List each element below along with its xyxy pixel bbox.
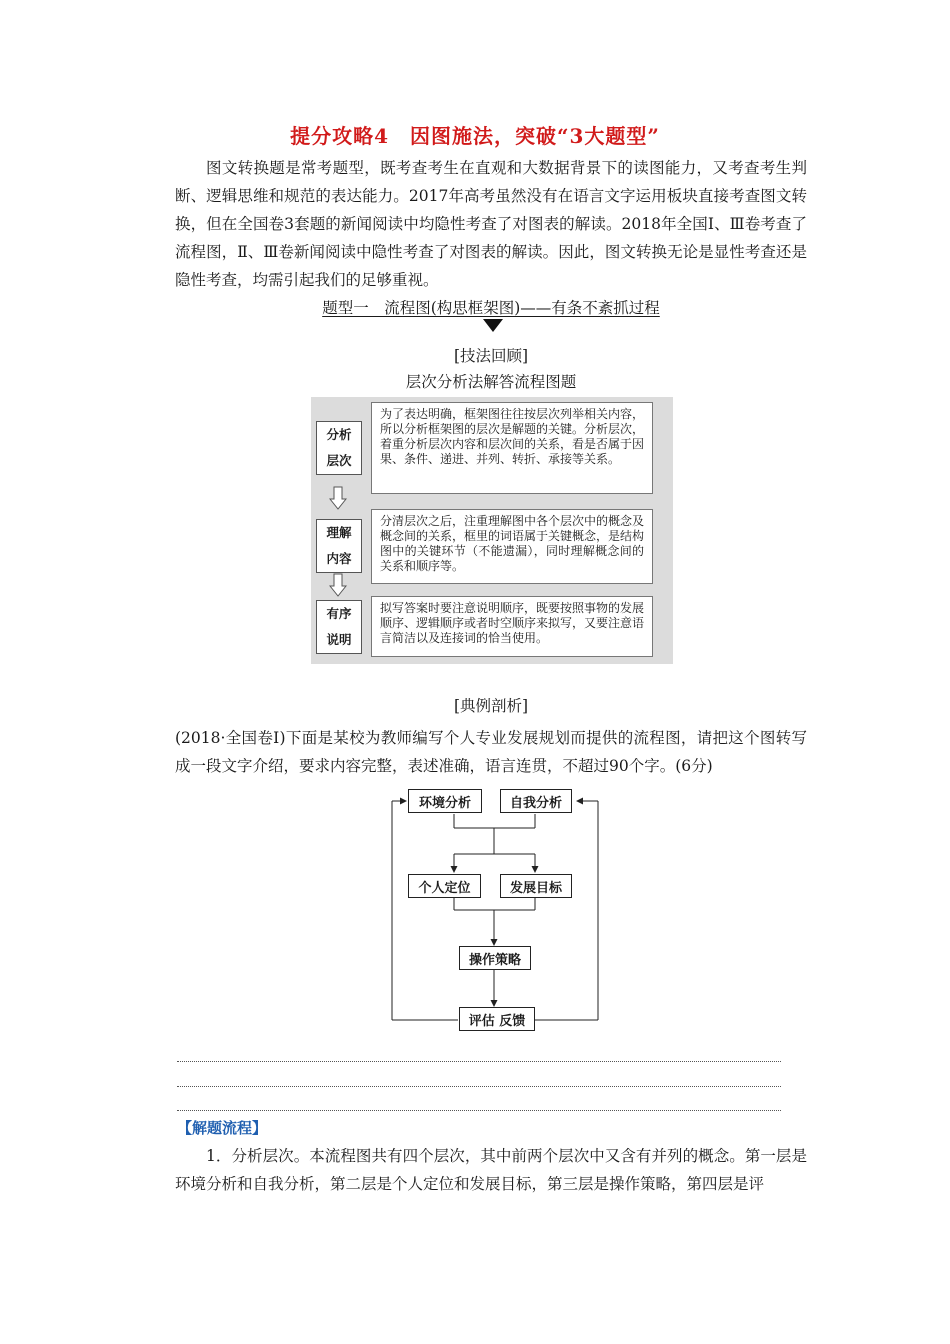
answer-line <box>177 1086 781 1087</box>
method-diagram <box>311 397 673 664</box>
method-title: 层次分析法解答流程图题 <box>405 373 577 391</box>
answer-line <box>177 1110 781 1111</box>
page-title: 提分攻略4 因图施法，突破“3大题型” <box>290 124 660 148</box>
intro-paragraph: 图文转换题是常考题型，既考查考生在直观和大数据背景下的读图能力，又考查考生判断、逻辑思维和规范的表达能力。2017年高考虽然没有在语言文字运用板块直接考查图文转换，但在全国卷3套题的新闻阅读中均隐性考查了对图表的解读。2018年全国Ⅰ、Ⅲ卷考查了流程图，Ⅱ、Ⅲ卷新闻阅读中隐性考查了对图表的解读。因此，图文转换无论是显性考查还是隐性考查，均需引起我们的足够重视。 <box>175 159 807 289</box>
technique-label: [技法回顾] <box>453 347 529 365</box>
step-analyze-desc: 为了表达明确，框架图往往按层次列举相关内容，所以分析框架图的层次是解题的关键。分析层次，着重分析层次内容和层次间的关系，看是否属于因果、条件、递进、并列、转折、承接等关系。 <box>371 402 653 494</box>
step-understand-desc: 分清层次之后，注重理解图中各个层次中的概念及概念间的关系，框里的词语属于关键概念，是结构图中的关键环节（不能遗漏），同时理解概念间的关系和顺序等。 <box>371 509 653 584</box>
example-label: [典例剖析] <box>453 697 529 715</box>
down-triangle-icon <box>483 319 503 332</box>
solution-label: 【解题流程】 <box>177 1119 268 1137</box>
flow-node-self: 自我分析 <box>500 789 572 813</box>
flow-node-goal: 发展目标 <box>500 874 572 898</box>
type-heading <box>0 296 950 318</box>
flow-node-feedback: 评估 反馈 <box>459 1007 535 1031</box>
flowchart-connectors <box>390 788 602 1034</box>
answer-line <box>177 1061 781 1062</box>
step-analyze-label: 分析 层次 <box>316 421 362 475</box>
step-explain-label: 有序 说明 <box>316 600 362 654</box>
flow-node-environment: 环境分析 <box>408 789 482 813</box>
down-arrow-icon <box>329 573 347 597</box>
question-text: (2018·全国卷Ⅰ)下面是某校为教师编写个人专业发展规划而提供的流程图，请把这个图转写成一段文字介绍，要求内容完整，表述准确，语言连贯，不超过90个字。(6分) <box>175 729 807 775</box>
down-arrow-icon <box>329 486 347 510</box>
flow-node-strategy: 操作策略 <box>459 946 531 970</box>
flow-node-position: 个人定位 <box>408 874 481 898</box>
solution-text: 1．分析层次。本流程图共有四个层次，其中前两个层次中又含有并列的概念。第一层是环境分析和自我分析，第二层是个人定位和发展目标，第三层是操作策略，第四层是评 <box>175 1147 807 1193</box>
step-explain-desc: 拟写答案时要注意说明顺序，既要按照事物的发展顺序、逻辑顺序或者时空顺序来拟写，又要注意语言简洁以及连接词的恰当使用。 <box>371 596 653 657</box>
type-heading-text: 题型一 流程图(构思框架图)——有条不紊抓过程 <box>322 299 660 317</box>
step-understand-label: 理解 内容 <box>316 519 362 573</box>
